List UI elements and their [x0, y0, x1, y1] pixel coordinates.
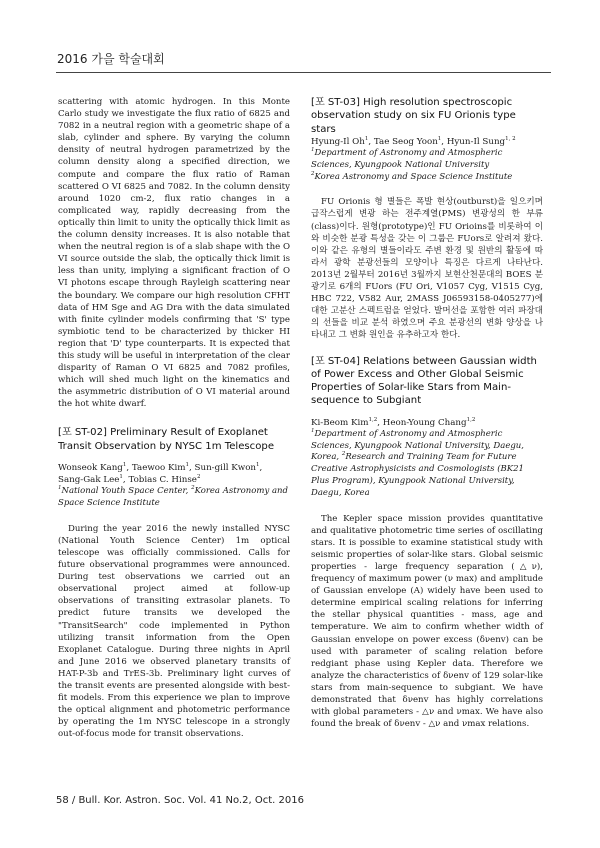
- authors-st02: Wonseok Kang$^1$, Taewoo Kim$^1$, Sun-gill Kwon$^1$, Sang-Gak Lee$^1$, Tobias C. Hinse$^2$: [58, 462, 263, 486]
- abstract-body-st04: The Kepler space mission provides quantitative and qualitative photometric time series of oscillating stars. It is possible to examine statistical study with seismic properties of solar-like stars. Global seismic properties - large frequency separation (△ν), frequency of maximum power (ν max) and amplitude of Gaussian envelope (A) widely have been used to determine empirical scaling relations for inferring the stellar physical quantities - mass, age and temperature. We aim to confirm whether width of Gaussian envelope on power excess (δνenv) can be used with parameter of scaling relation before redgiant phase using Kepler data. Therefore we analyze the characteristics of δνenv of 129 solar-like stars from main-sequence to subgiant. We have demonstrated that δνenv has highly correlations with global parameters - △ν and νmax. We have also found the break of δνenv - △ν and νmax relations.: [311, 513, 543, 730]
- author-name: Ki-Beom Kim: [311, 417, 369, 428]
- author-name: Hyung-Il Oh: [311, 136, 365, 147]
- abstract-body-st02: During the year 2016 the newly installed NYSC (National Youth Science Center) 1m optical telescope was officially commissioned. Calls for future observational programmes were announced. During test observations we carried out an observational project aimed at follow-up observations of transiting extrasolar planets. To predict future transits we developed the "TransitSearch" code implemented in Python utilizing transit information from the Open Exoplanet Catalogue. During three nights in April and June 2016 we observed planetary transits of HAT-P-3b and TrES-3b. Preliminary light curves of the transit events are presented alongside with best-fit models. From this experience we plan to improve the optical alignment and photometric performance by operating the 1m NYSC telescope in a strongly out-of-focus mode for transit observations.: [58, 523, 290, 740]
- author-name: Taewoo Kim: [131, 463, 186, 474]
- running-head: 2016 가을 학술대회: [57, 52, 165, 66]
- affiliations-st03: $^1$Department of Astronomy and Atmospheric Sciences, Kyungpook National University $^2$Korea Astronomy and Space Science Institute: [311, 147, 513, 182]
- affiliations-st04: $^1$Department of Astronomy and Atmospheric Sciences, Kyungpook National University, Daegu, Korea, $^2$Research and Training Team for Future Creative Astrophysicists and Cosmologists (BK21 Plus Program), Kyungpook National University, Daegu, Korea: [311, 427, 524, 498]
- abstract-body-st03: FU Orionis 형 별들은 폭발 현상(outburst)을 일으키며 급작스럽게 변광 하는 전주계열(PMS) 변광성의 한 부류(class)이다. 원형(prototype)인 FU Orioins를 비롯하여 이와 비슷한 분광 특성을 갖는 이 그룹은 FUors로 알려져 왔다. 이와 같은 유형의 별들이라도 주변 환경 및 원반의 활동에 따라서 광학 분광선들의 모양이나 특징은 다르게 나타난다. 2013년 2월부터 2016년 3월까지 보현산천문대의 BOES 분광기로 6개의 FUors (FU Ori, V1057 Cyg, V1515 Cyg, HBC 722, V582 Aur, 2MASS J06593158-0405277)에 대한 고분산 스펙트럼을 얻었다. 발머선을 포함한 여러 파장대의 선들을 비교 분석 하였으며 주요 분광선의 변화 양상을 나타내고 그 변화 원인을 유추하고자 한다.: [311, 197, 543, 341]
- authors-st03: Hyung-Il Oh$^1$, Tae Seog Yoon$^1$, Hyun-Il Sung$^{1, 2}$: [311, 136, 516, 147]
- right-column: [311, 96, 543, 730]
- left-column: [58, 96, 290, 741]
- author-name: Hyun-Il Sung: [446, 136, 506, 147]
- abstract-title-st02: [포 ST-02] Preliminary Result of Exoplanet Transit Observation by NYSC 1m Telescope: [58, 427, 275, 452]
- author-name: Tae Seog Yoon: [373, 136, 438, 147]
- abstract-title-st03: [포 ST-03] High resolution spectroscopic observation study on six FU Orionis type stars: [311, 97, 516, 135]
- author-name: Sun-gill Kwon: [194, 463, 257, 474]
- affiliations-st02: $^1$National Youth Space Center, $^2$Korea Astronomy and Space Science Institute: [58, 485, 288, 509]
- author-name: Tobias C. Hinse: [128, 475, 197, 486]
- author-name: Wonseok Kang: [58, 463, 123, 474]
- continuation-text: scattering with atomic hydrogen. In this Monte Carlo study we investigate the flux ratio of 6825 and 7082 in a neutral region with a geometric shape of a slab, cylinder and sphere. By varying the column density of neutral hydrogen parametrized by the column density along a specified direction, we compute and compare the flux ratio of Raman scattered O VI 6825 and 7082. In the column density around 1020 cm-2, flux ratio changes in a complicated way, rapidly decreasing from the optically thin limit to unity the optically thick limit as the column density increases. It is also notable that when the neutral region is of a slab shape with the O VI source outside the slab, the optically thick limit is less than unity, implying a significant fraction of O VI photons escape through Rayleigh scattering near the boundary. We compare our high resolution CFHT data of HM Sge and AG Dra with the data simulated with finite cylinder models confirming that 'S' type symbiotic tend to be characterized by thicker HI region that 'D' type counterparts. It is expected that this study will be useful in interpretation of the clear disparity of Raman O VI 6825 and 7082 profiles, which will shed much light on the kinematics and the asymmetric distribution of O VI material around the hot white dwarf.: [58, 97, 291, 410]
- authors-st04: Ki-Beom Kim$^{1,2}$, Heon-Young Chang$^{1,2}$: [311, 416, 476, 428]
- author-name: Sang-Gak Lee: [58, 475, 120, 486]
- author-name: Heon-Young Chang: [382, 417, 467, 428]
- abstract-title-st04: [포 ST-04] Relations between Gaussian width of Power Excess and Other Global Seismic Properties of Solar-like Stars from Main-sequence to Subgiant: [311, 355, 537, 407]
- page-footer: 58 / Bull. Kor. Astron. Soc. Vol. 41 No.2, Oct. 2016: [56, 795, 304, 806]
- header-rule: [56, 72, 551, 73]
